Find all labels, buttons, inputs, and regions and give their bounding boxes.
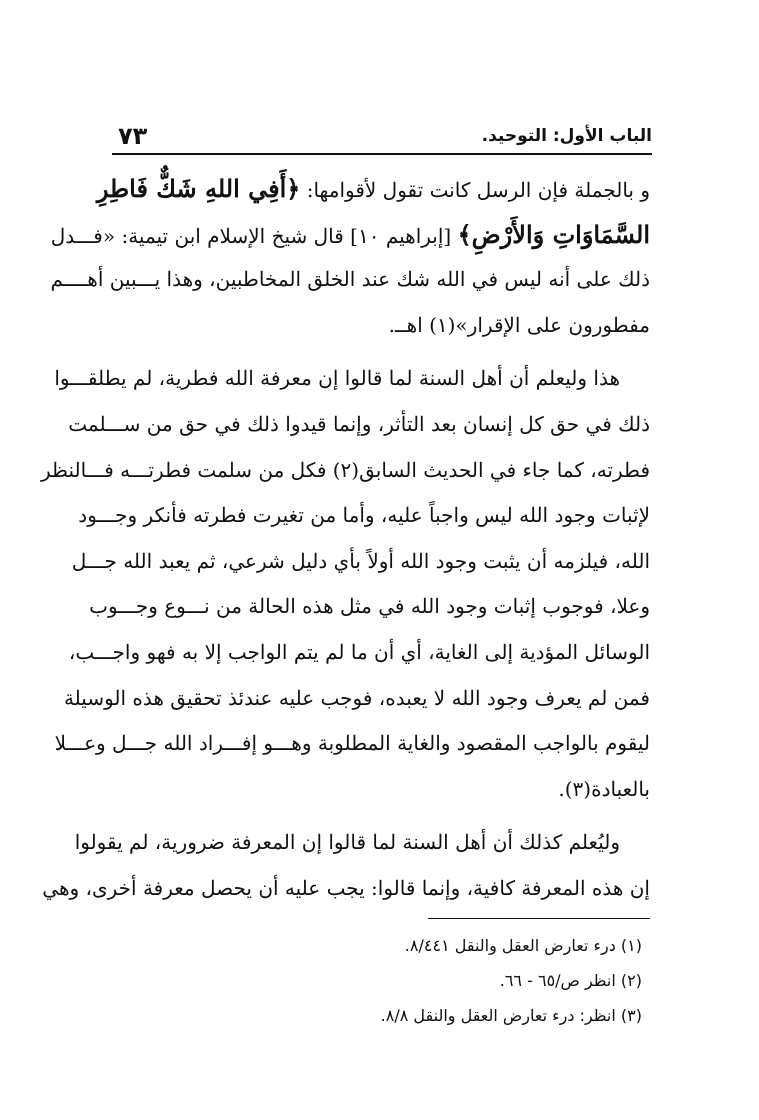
text-line [96, 166, 650, 212]
text-line: فطرته، كما جاء في الحديث السابق(٢) فكل من سلمت فطرتـــه فـــالنظر [41, 457, 650, 482]
quran-verse: ﴿أَفِي اللهِ شَكٌّ فَاطِرِ [96, 174, 301, 203]
text-line: فمن لم يعرف وجود الله لا يعبده، فوجب عليه عندئذ تحقيق هذه الوسيلة [63, 685, 650, 710]
footnote-2: (٢) انظر ص/٦٥ - ٦٦. [499, 971, 642, 990]
text-line: بالعبادة(٣). [558, 776, 650, 801]
page-number: ٧٣ [118, 122, 148, 150]
footnotes [112, 928, 642, 1033]
text-line: وعلا، فوجوب إثبات وجود الله في مثل هذه الحالة من نـــوع وجـــوب [89, 594, 650, 619]
page-header [112, 124, 652, 154]
line-text: [إبراهيم ١٠] قال شيخ الإسلام ابن تيمية: «فـــدل [50, 223, 458, 248]
chapter-title: الباب الأول: التوحيد. [481, 126, 652, 146]
line-text: و بالجملة فإن الرسل كانت تقول لأقوامها: [300, 178, 650, 202]
text-line: وليُعلم كذلك أن أهل السنة لما قالوا إن المعرفة ضرورية، لم يقولوا [74, 830, 620, 855]
paragraph [50, 166, 650, 348]
text-line: ذلك على أنه ليس في الله شك عند الخلق المخاطبين، وهذا يـــبين أهــــم [50, 267, 650, 292]
header-rule [112, 153, 652, 155]
text-line: الوسائل المؤدية إلى الغاية، أي أن ما لم يتم الواجب إلا به فهو واجـــب، [68, 639, 650, 664]
paragraph-gap [112, 812, 650, 820]
paragraph [42, 820, 650, 911]
paragraph-gap [112, 348, 650, 356]
quran-verse: السَّمَاوَاتِ وَالأَرْضِ﴾ [457, 219, 650, 249]
paragraph [41, 356, 650, 812]
footnote-1: (١) درء تعارض العقل والنقل ٨/٤٤١. [404, 936, 642, 955]
text-line: ليقوم بالواجب المقصود والغاية المطلوبة وهـــو إفـــراد الله جـــل وعـــلا [54, 731, 650, 756]
footnote-3: (٣) انظر: درء تعارض العقل والنقل ٨/٨. [380, 1006, 642, 1025]
text-line: مفطورون على الإقرار»(١) اهــ. [388, 312, 650, 337]
text-line: الله، فيلزمه أن يثبت وجود الله أولاً بأي دليل شرعي، ثم يعبد الله جـــل [71, 548, 650, 573]
text-line: ذلك في حق كل إنسان بعد التأثر، وإنما قيدوا ذلك في حق من ســـلمت [68, 411, 650, 436]
footnote-separator [428, 918, 650, 919]
text-line: هذا وليعلم أن أهل السنة لما قالوا إن معرفة الله فطرية، لم يطلقـــوا [54, 366, 620, 391]
text-line: لإثبات وجود الله ليس واجباً عليه، وأما من تغيرت فطرته فأنكر وجـــود [78, 503, 650, 528]
text-line [50, 212, 650, 258]
main-text [41, 166, 650, 912]
text-line: إن هذه المعرفة كافية، وإنما قالوا: يجب عليه أن يحصل معرفة أخرى، وهي [42, 875, 650, 900]
